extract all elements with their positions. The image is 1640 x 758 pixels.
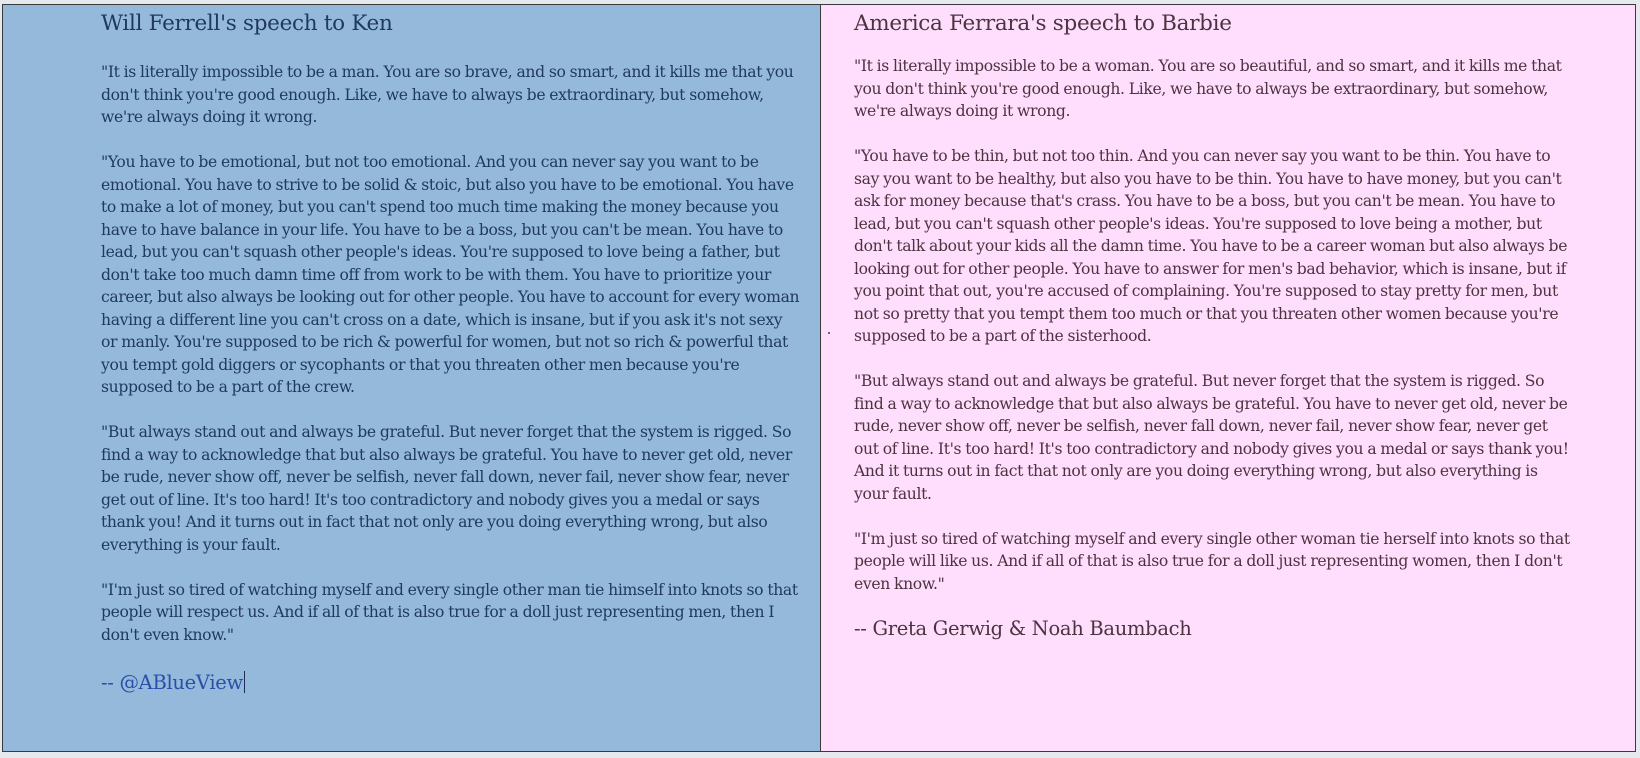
right-paragraph: "It is literally impossible to be a woman. You are so beautiful, and so smart, and it kills me that you don't think you're good enough. Like, we have to always be extraordinary, but somehow, we're always doing it wrong.: [854, 57, 1562, 120]
right-title: America Ferrara's speech to Barbie: [854, 11, 1232, 36]
text-cursor: [244, 671, 245, 693]
left-paragraph: "It is literally impossible to be a man. You are so brave, and so smart, and it kills me that you don't think you're good enough. Like, we have to always be extraordinary, but somehow, we're always doing it wrong.: [101, 63, 794, 126]
left-paragraph: "You have to be emotional, but not too emotional. And you can never say you want to be emotional. You have to strive to be solid & stoic, but also you have to be emotional. You have to make a lot of money, but you can't spend too much time making the money because you have to have balance in your life. You have to be a boss, but you can't be mean. You have to lead, but you can't squash other people's ideas. You're supposed to love being a father, but don't take too much damn time off from work to be with them. You have to prioritize your career, but also always be looking out for other people. You have to account for every woman having a different line you can't cross on a date, which is insane, but if you ask it's not sexy or manly. You're supposed to be rich & powerful for women, but not so rich & powerful that you tempt gold diggers or sycophants or that you threaten other men because you're supposed to be a part of the crew.: [101, 153, 800, 396]
left-signoff-line: [101, 669, 800, 697]
right-paragraph: "I'm just so tired of watching myself and every single other woman tie herself into knots so that people will like us. And if all of that is also true for a doll just representing women, then I don't even know.": [854, 529, 1570, 593]
left-column[interactable]: [3, 5, 821, 751]
document-table: [2, 4, 1636, 752]
right-signoff: -- Greta Gerwig & Noah Baumbach: [854, 616, 1192, 640]
left-paragraph: "But always stand out and always be grateful. But never forget that the system is rigged. So find a way to acknowledge that but also always be grateful. You have to never get old, never be rude, never show off, never be selfish, never fall down, never fail, never show fear, never get out of line. It's too hard! It's too contradictory and nobody gives you a medal or says thank you! And it turns out in fact that not only are you doing everything wrong, but also everything is your fault.: [101, 423, 792, 554]
stray-dot: [828, 332, 830, 334]
right-column[interactable]: [821, 5, 1635, 751]
left-signoff[interactable]: -- @ABlueView: [101, 670, 243, 694]
right-paragraph: "You have to be thin, but not too thin. And you can never say you want to be thin. You have to say you want to be healthy, but also you have to be thin. You have to have money, but you can't ask for money because that's crass. You have to be a boss, but you can't be mean. You have to lead, but you can't squash other people's ideas. You're supposed to love being a mother, but don't talk about your kids all the damn time. You have to be a career woman but also always be looking out for other people. You have to answer for men's bad behavior, which is insane, but if you point that out, you're accused of complaining. You're supposed to stay pretty for men, but not so pretty that you tempt them too much or that you threaten other women because you're supposed to be a part of the sisterhood.: [854, 147, 1568, 345]
left-title: Will Ferrell's speech to Ken: [101, 11, 393, 36]
left-paragraph: "I'm just so tired of watching myself and every single other man tie himself into knots so that people will respect us. And if all of that is also true for a doll just representing men, then I don't even know.": [101, 580, 798, 644]
right-paragraph: "But always stand out and always be grateful. But never forget that the system is rigged. So find a way to acknowledge that but also always be grateful. You have to never get old, never be rude, never show off, never be selfish, never fall down, never fail, never show fear, never get out of line. It's too hard! It's too contradictory and nobody gives you a medal or says thank you! And it turns out in fact that not only are you doing everything wrong, but also everything is your fault.: [854, 372, 1569, 503]
